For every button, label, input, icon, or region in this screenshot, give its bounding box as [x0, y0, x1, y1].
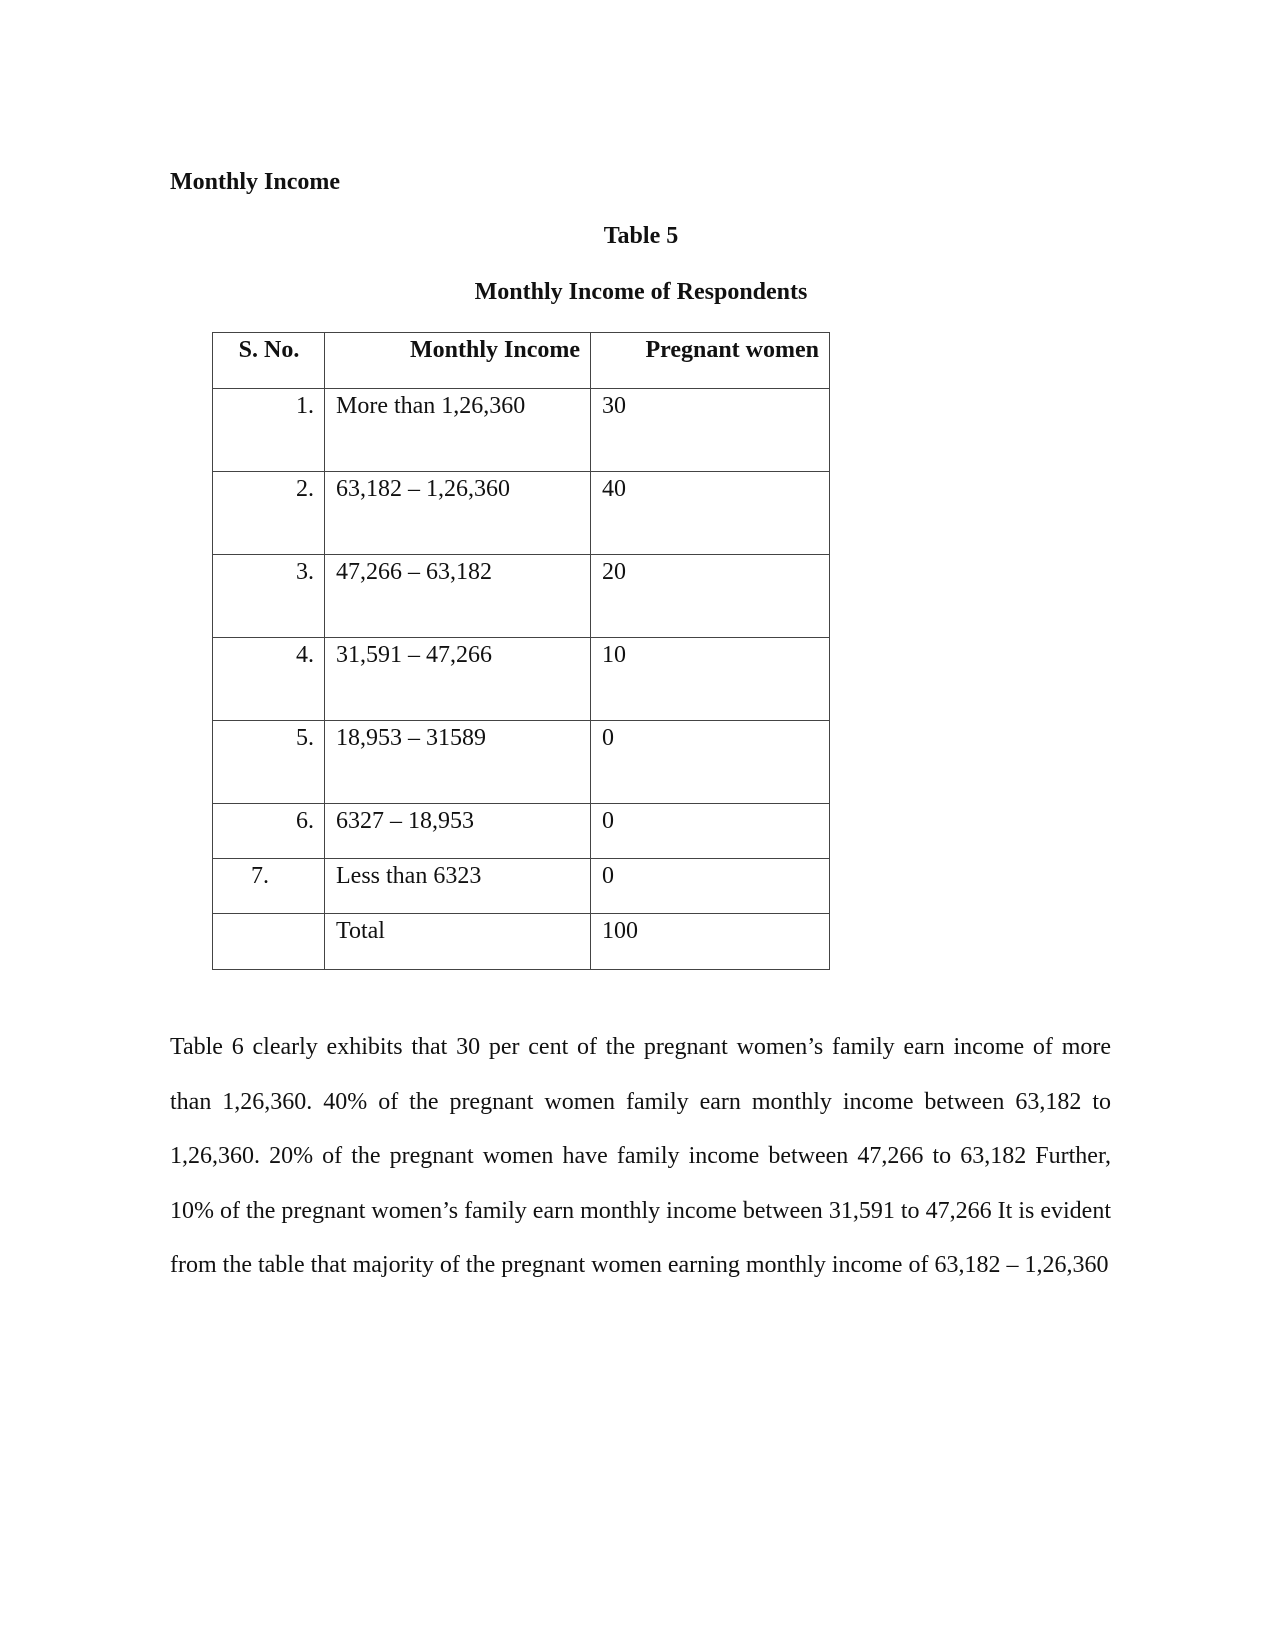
header-sno: S. No. — [213, 333, 325, 389]
row-count: 0 — [591, 859, 830, 914]
table-row — [213, 804, 830, 859]
header-pregnant-women: Pregnant women — [591, 333, 830, 389]
table-title: Monthly Income of Respondents — [474, 279, 808, 305]
row-income: 6327 – 18,953 — [325, 804, 591, 859]
row-count: 0 — [591, 804, 830, 859]
row-income: 31,591 – 47,266 — [325, 638, 591, 721]
section-heading: Monthly Income — [170, 169, 340, 195]
row-income: 47,266 – 63,182 — [325, 555, 591, 638]
income-table — [212, 332, 830, 970]
table-row — [213, 638, 830, 721]
table-row — [213, 472, 830, 555]
row-income: Less than 6323 — [325, 859, 591, 914]
row-count: 10 — [591, 638, 830, 721]
table-row — [213, 859, 830, 914]
table-row — [213, 555, 830, 638]
table-number: Table 5 — [603, 223, 679, 249]
header-monthly-income: Monthly Income — [325, 333, 591, 389]
table-row — [213, 721, 830, 804]
row-count: 100 — [591, 914, 830, 970]
row-sno — [213, 914, 325, 970]
row-count: 0 — [591, 721, 830, 804]
table-row — [213, 389, 830, 472]
row-count: 20 — [591, 555, 830, 638]
body-paragraph: Table 6 clearly exhibits that 30 per cent of the pregnant women’s family earn income of more than 1,26,360. 40% of the pregnant women family earn monthly income between 63,182 to 1,26,360. 20% of the pregnant women have family income between 47,266 to 63,182 Further, 10% of the pregnant women’s family earn monthly income between 31,591 to 47,266 It is evident from the table that majority of the pregnant women earning monthly income of 63,182 – 1,26,360 — [170, 1034, 1111, 1278]
table-total-row — [213, 914, 830, 970]
row-sno: 5. — [213, 721, 325, 804]
row-sno: 4. — [213, 638, 325, 721]
row-sno: 2. — [213, 472, 325, 555]
row-sno: 7. — [213, 859, 325, 914]
row-count: 30 — [591, 389, 830, 472]
row-count: 40 — [591, 472, 830, 555]
table-header-row — [213, 333, 830, 389]
row-income: More than 1,26,360 — [325, 389, 591, 472]
row-sno: 6. — [213, 804, 325, 859]
row-income: 18,953 – 31589 — [325, 721, 591, 804]
row-sno: 1. — [213, 389, 325, 472]
row-sno: 3. — [213, 555, 325, 638]
row-income: Total — [325, 914, 591, 970]
row-income: 63,182 – 1,26,360 — [325, 472, 591, 555]
